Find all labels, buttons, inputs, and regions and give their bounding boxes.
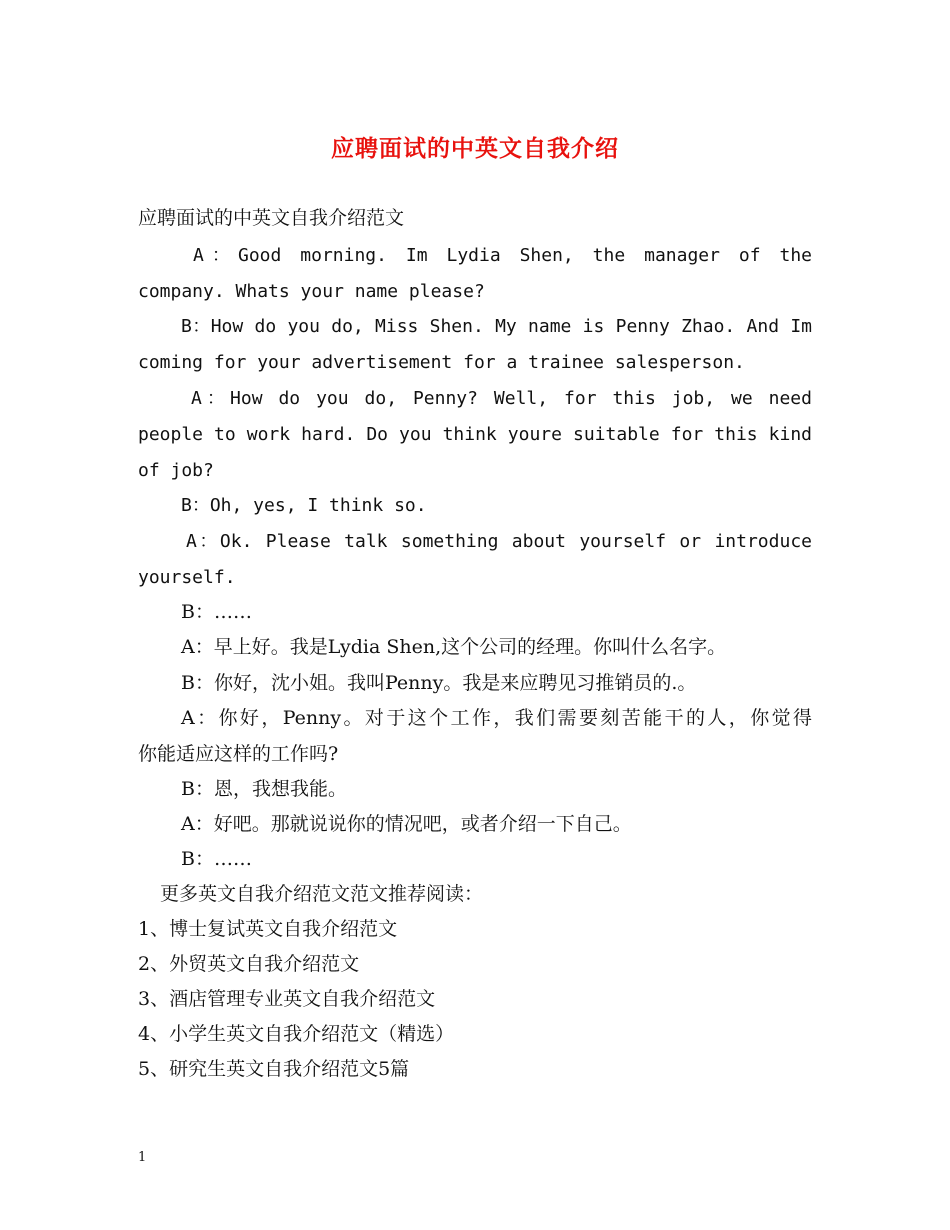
dialog-line: company. Whats your name please? [138, 281, 485, 302]
page-number: 1 [138, 1150, 147, 1165]
subtitle-line: 应聘面试的中英文自我介绍范文 [138, 207, 405, 229]
dialog-line: A：好吧。那就说说你的情况吧，或者介绍一下自己。 [181, 813, 632, 835]
recommend-link[interactable]: 4、小学生英文自我介绍范文（精选） [138, 1023, 455, 1045]
dialog-line: B：恩，我想我能。 [181, 778, 347, 800]
recommend-link[interactable]: 3、酒店管理专业英文自我介绍范文 [138, 988, 436, 1010]
dialog-line: B：Oh, yes, I think so. [181, 495, 427, 516]
dialog-line: B：How do you do, Miss Shen. My name is Penny Zhao. And Im [181, 316, 812, 337]
dialog-line: B：…… [181, 848, 252, 870]
dialog-line: B：你好，沈小姐。我叫Penny。我是来应聘见习推销员的.。 [181, 672, 697, 694]
dialog-line: people to work hard. Do you think youre suitable for this kind [138, 424, 812, 445]
document-title: 应聘面试的中英文自我介绍 [331, 135, 619, 162]
dialog-line: A：你好，Penny。对于这个工作，我们需要刻苦能干的人，你觉得 [181, 707, 812, 729]
dialog-line: A：How do you do, Penny? Well, for this job, we need [191, 388, 812, 409]
dialog-line: A：早上好。我是Lydia Shen,这个公司的经理。你叫什么名字。 [181, 636, 727, 658]
recommend-link[interactable]: 2、外贸英文自我介绍范文 [138, 953, 360, 975]
dialog-line: coming for your advertisement for a trainee salesperson. [138, 352, 745, 373]
recommend-link[interactable]: 1、博士复试英文自我介绍范文 [138, 918, 398, 940]
dialog-line: 你能适应这样的工作吗? [138, 743, 339, 765]
recommend-heading: 更多英文自我介绍范文范文推荐阅读： [160, 883, 484, 905]
dialog-line: A：Good morning. Im Lydia Shen, the manager of the [193, 245, 812, 266]
dialog-line: A：Ok. Please talk something about yourself or introduce [186, 531, 812, 552]
dialog-line: B：…… [181, 601, 252, 623]
dialog-line: of job? [138, 460, 214, 481]
dialog-line: yourself. [138, 567, 236, 588]
recommend-link[interactable]: 5、研究生英文自我介绍范文5篇 [138, 1058, 410, 1080]
